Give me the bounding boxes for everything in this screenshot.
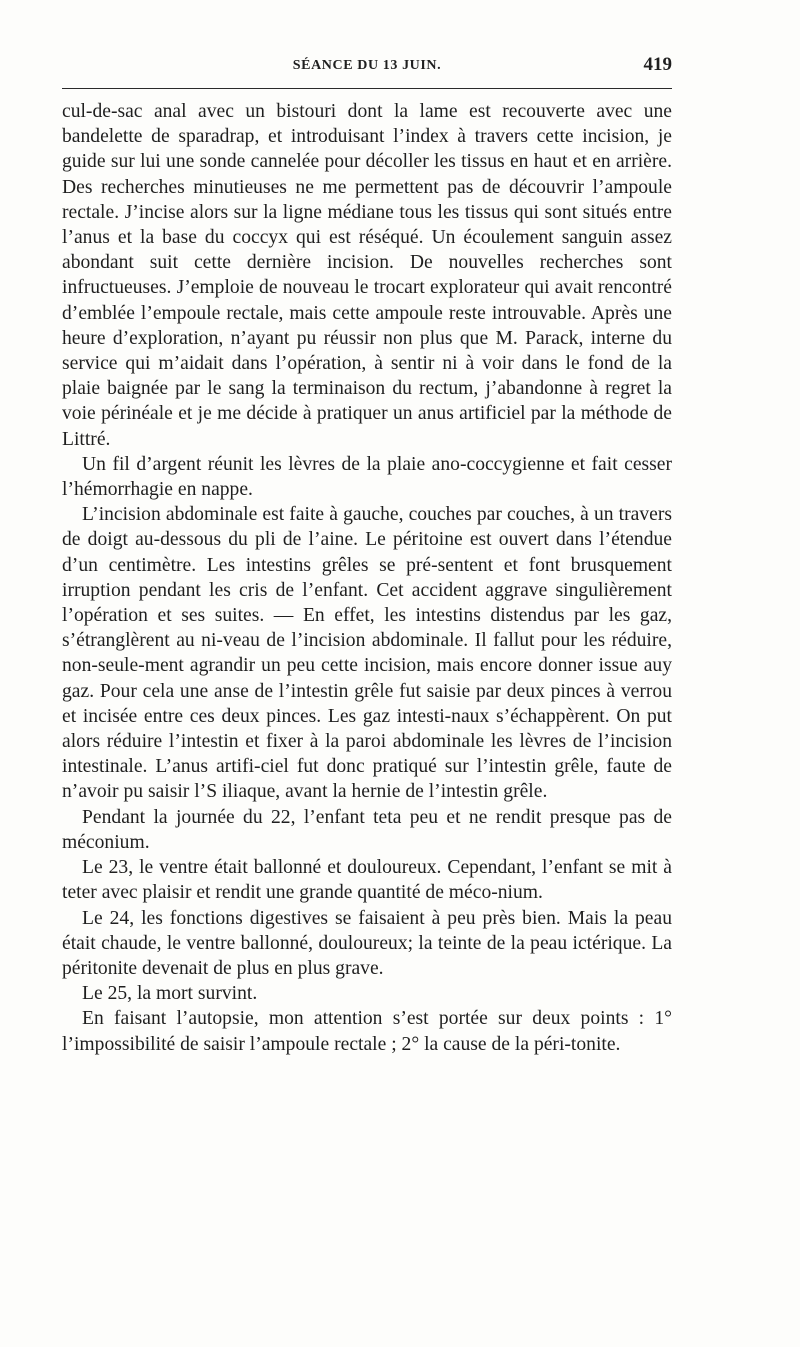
running-title: SÉANCE DU 13 JUIN. — [292, 58, 442, 73]
header-rule — [62, 88, 672, 89]
paragraph-1: cul-de-sac anal avec un bistouri dont la lame est recouverte avec une bandelette de sparadrap, et introduisant l’index à travers cette incision, je guide sur lui une sonde cannelée pour décoller les tissus en haut et en arrière. Des recherches minutieuses ne me permettent pas de découvrir l’ampoule rectale. J’incise alors sur la ligne médiane tous les tissus qui sont situés entre l’anus et la base du coccyx qui est réséqué. Un écoulement sanguin assez abondant suit cette dernière incision. De nouvelles recherches sont infructueuses. J’emploie de nouveau le trocart explorateur qui avait rencontré d’emblée l’empoule rectale, mais cette ampoule reste introuvable. Après une heure d’exploration, n’ayant pu réussir non plus que M. Parack, interne du service qui m’aidait dans l’opération, à sentir ni à voir dans le fond de la plaie baignée par le sang la terminaison du rectum, j’abandonne à regret la voie périnéale et je me décide à pratiquer un anus artificiel par la méthode de Littré. — [62, 101, 672, 450]
paragraph-3: L’incision abdominale est faite à gauche, couches par couches, à un travers de doigt au-dessous du pli de l’aine. Le péritoine est ouvert dans l’étendue d’un centimètre. Les intestins grêles se pré-sentent et font brusquement irruption pendant les cris de l’enfant. Cet accident aggrave singulièrement l’opération et ses suites. — En effet, les intestins distendus par les gaz, s’étranglèrent au ni-veau de l’incision abdominale. Il fallut pour les réduire, non-seule-ment agrandir un peu cette incision, mais encore donner issue auy gaz. Pour cela une anse de l’intestin grêle fut saisie par deux pinces à verrou et incisée entre ces deux pinces. Les gaz intesti-naux s’échappèrent. On put alors réduire l’intestin et fixer à la paroi abdominale les lèvres de l’incision intestinale. L’anus artifi-ciel fut donc pratiqué sur l’intestin grêle, faute de n’avoir pu saisir l’S iliaque, avant la hernie de l’intestin grêle. — [62, 504, 672, 803]
body-text — [62, 99, 672, 1057]
paragraph-8: En faisant l’autopsie, mon attention s’est portée sur deux points : 1° l’impossibilité de saisir l’ampoule rectale ; 2° la cause de la péri-tonite. — [62, 1008, 672, 1055]
paragraph-4: Pendant la journée du 22, l’enfant teta peu et ne rendit presque pas de méconium. — [62, 806, 672, 853]
paragraph-6: Le 24, les fonctions digestives se faisaient à peu près bien. Mais la peau était chaude, le ventre ballonné, douloureux; la teinte de la peau ictérique. La péritonite devenait de plus en plus grave. — [62, 907, 672, 979]
running-head — [62, 52, 672, 82]
paragraph-5: Le 23, le ventre était ballonné et douloureux. Cependant, l’enfant se mit à teter avec plaisir et rendit une grande quantité de méco-nium. — [62, 857, 672, 904]
paragraph-7: Le 25, la mort survint. — [82, 983, 258, 1005]
page-number: 419 — [643, 54, 672, 75]
book-page — [62, 52, 672, 1057]
paragraph-2: Un fil d’argent réunit les lèvres de la plaie ano-coccygienne et fait cesser l’hémorrhagie en nappe. — [62, 453, 672, 501]
